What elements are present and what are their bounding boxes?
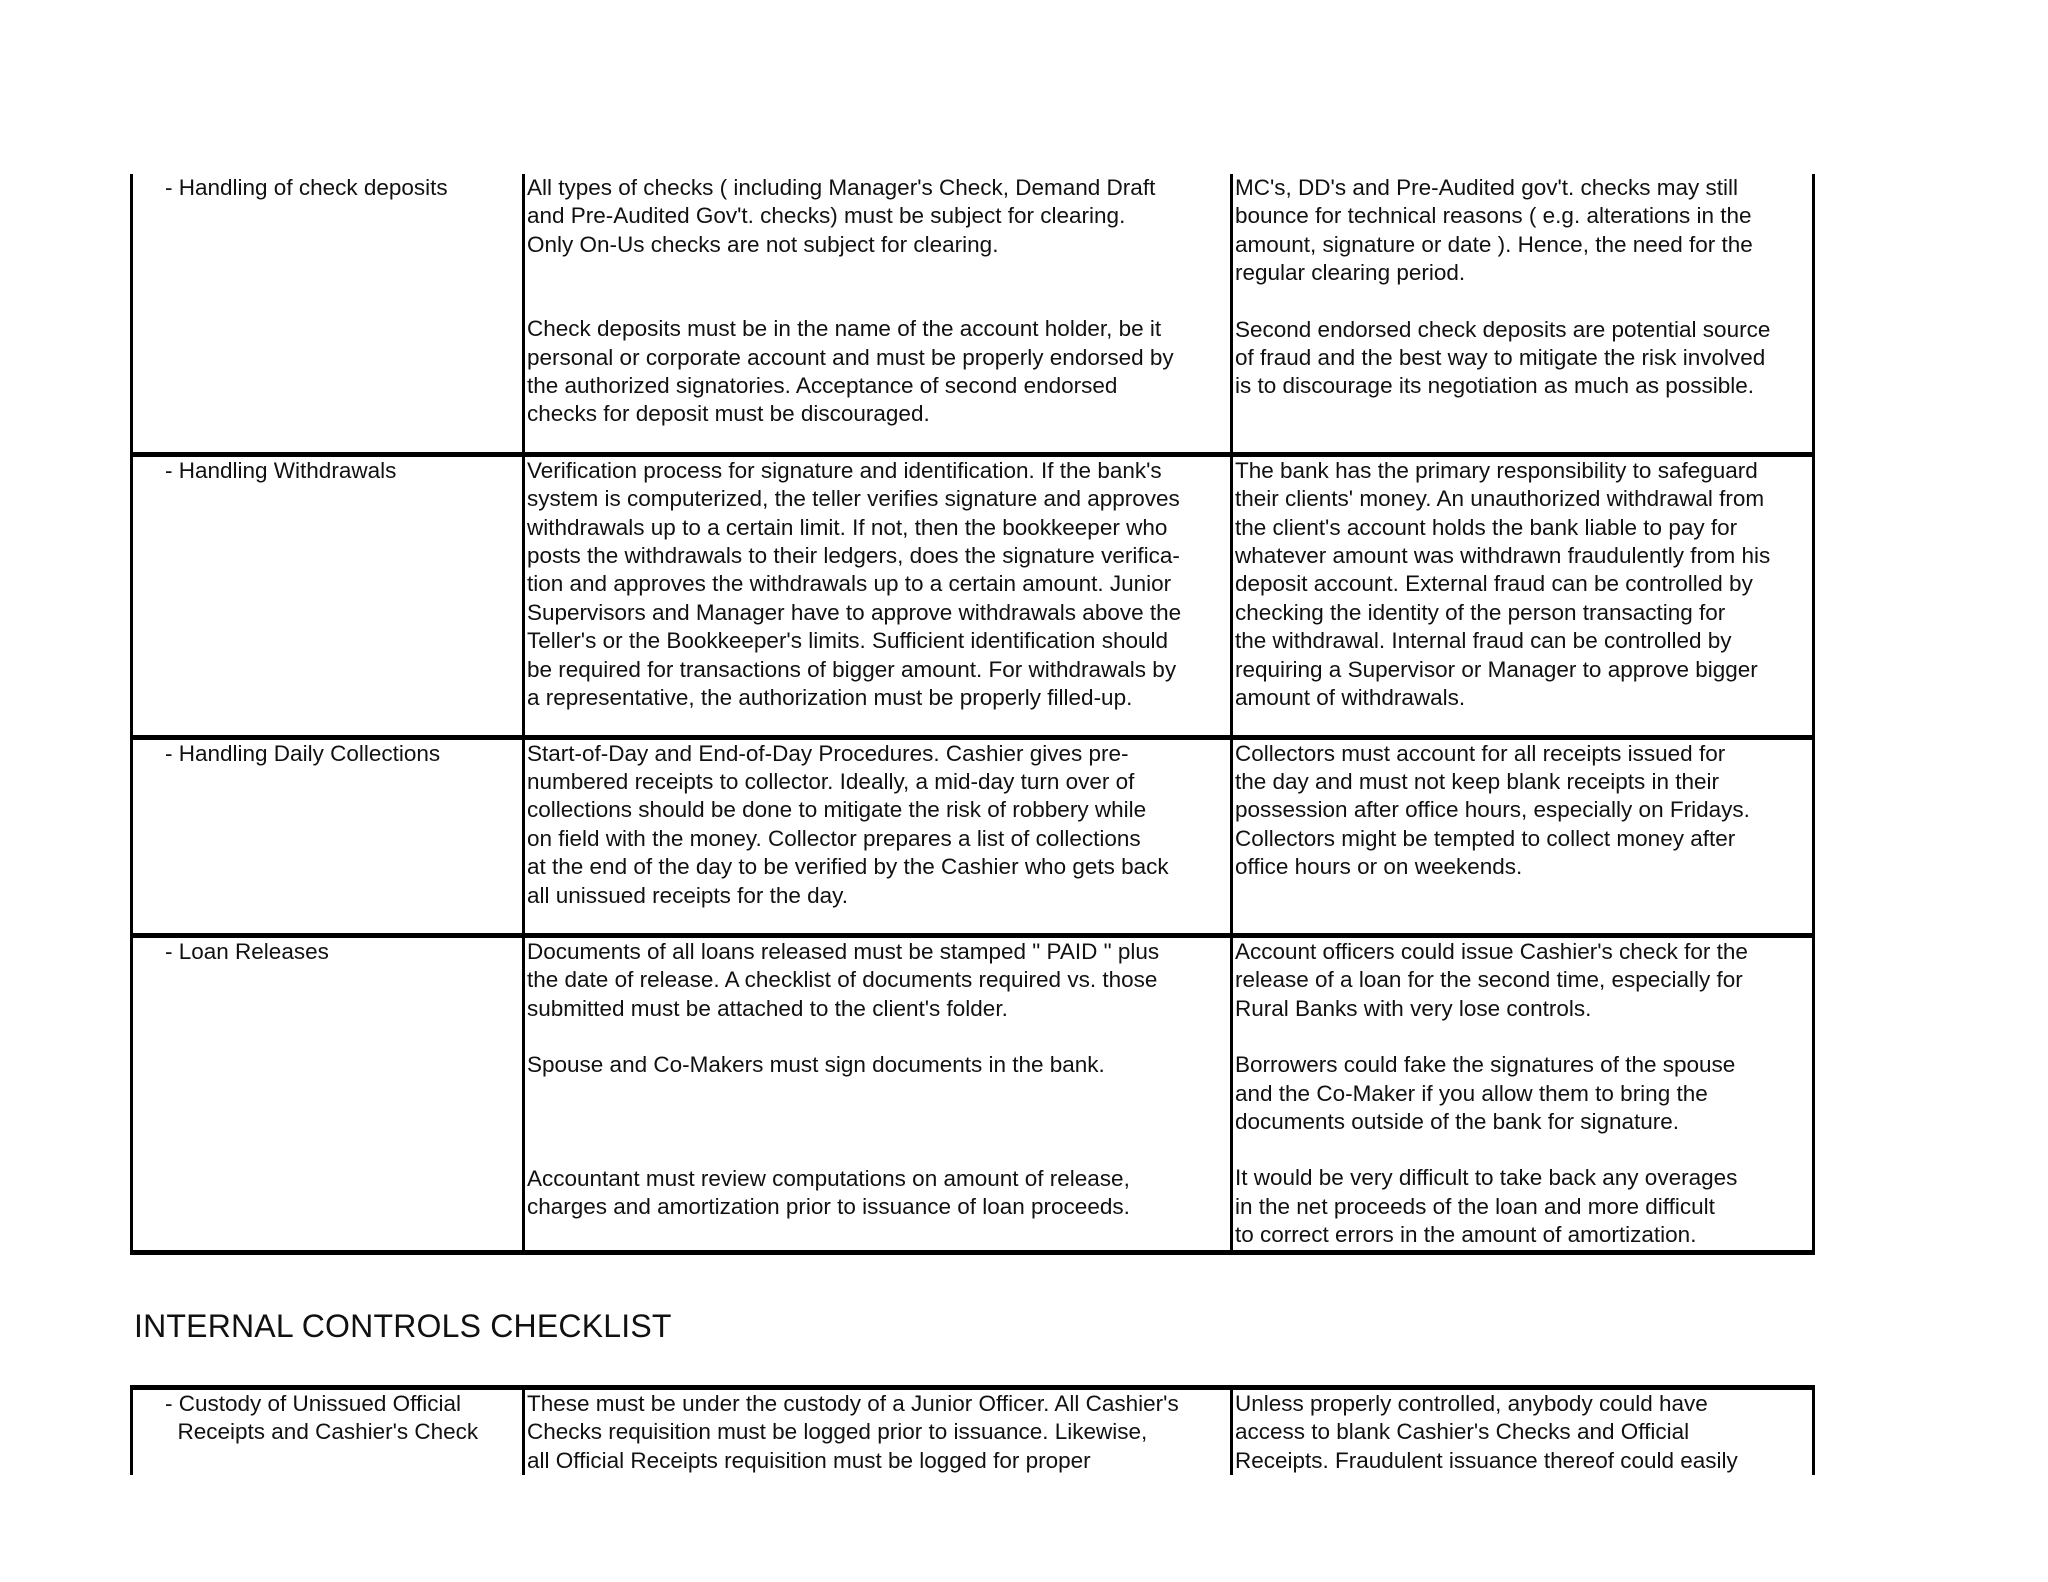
control-cell [524, 1388, 1232, 1476]
control-text: Check deposits must be in the name of the account holder, be it personal or corporate account and must be properly endorsed by the authorized signatories. Acceptance of second endorsed checks for deposit must be discouraged. [527, 316, 1174, 427]
table-row [132, 454, 1814, 737]
topic-text: - Handling Daily Collections [165, 740, 441, 766]
control-text: Start-of-Day and End-of-Day Procedures. Cashier gives pre- numbered receipts to collector. Ideally, a mid-day turn over of collections should be done to mitigate the risk of robbery while on field with the money. Collector prepares a list of collections at the end of the day to be verified by the Cashier who gets back all unissued receipts for the day. [527, 740, 1169, 908]
risk-cell [1232, 174, 1814, 454]
row-topic [132, 174, 524, 454]
topic-text: - Handling of check deposits [165, 175, 448, 200]
control-text: Spouse and Co-Makers must sign documents in the bank. [527, 1052, 1105, 1078]
risk-text: The bank has the primary responsibility to safeguard their clients' money. An unauthorized withdrawal from the client's account holds the bank liable to pay for whatever amount was withdrawn fraudulently from his deposit account. External fraud can be controlled by checking the identity of the person transacting for the withdrawal. Internal fraud can be controlled by requiring a Supervisor or Manager to approve bigger amount of withdrawals. [1235, 457, 1771, 711]
topic-text: - Handling Withdrawals [165, 457, 397, 483]
topic-text: - Custody of Unissued Official Receipts and Cashier's Check [165, 1391, 479, 1445]
control-cell [524, 737, 1232, 935]
risk-text: It would be very difficult to take back any overages in the net proceeds of the loan and more difficult to correct errors in the amount of amortization. [1235, 1165, 1738, 1248]
table-row [132, 174, 1814, 454]
risk-cell [1232, 737, 1814, 935]
table-row [132, 1388, 1814, 1476]
section-heading: INTERNAL CONTROLS CHECKLIST [134, 1308, 672, 1344]
row-topic [132, 935, 524, 1252]
control-cell [524, 935, 1232, 1252]
risk-text: Collectors must account for all receipts issued for the day and must not keep blank receipts in their possession after office hours, especially on Fridays. Collectors might be tempted to collect money after office hours or on weekends. [1235, 740, 1750, 880]
control-text: Documents of all loans released must be stamped " PAID " plus the date of release. A checklist of documents required vs. those submitted must be attached to the client's folder. [527, 938, 1160, 1021]
control-text: Verification process for signature and identification. If the bank's system is computerized, the teller verifies signature and approves withdrawals up to a certain limit. If not, then the bookkeeper who posts the withdrawals to their ledgers, does the signature verifica- tion and approves the withdrawals up to a certain amount. Junior Supervisors and Manager have to approve withdrawals above the Teller's or the Bookkeeper's limits. Sufficient identification should be required for transactions of bigger amount. For withdrawals by a representative, the authorization must be properly filled-up. [527, 457, 1182, 711]
risk-cell [1232, 454, 1814, 737]
control-cell [524, 174, 1232, 454]
control-text: These must be under the custody of a Junior Officer. All Cashier's Checks requisition must be logged prior to issuance. Likewise, all Official Receipts requisition must be logged for proper [527, 1391, 1179, 1473]
row-topic [132, 737, 524, 935]
risk-text: Account officers could issue Cashier's check for the release of a loan for the second time, especially for Rural Banks with very lose controls. [1235, 938, 1748, 1021]
row-topic [132, 1388, 524, 1476]
topic-text: - Loan Releases [165, 938, 329, 964]
risk-text: Unless properly controlled, anybody could have access to blank Cashier's Checks and Official Receipts. Fraudulent issuance thereof could easily [1235, 1391, 1738, 1473]
table-row [132, 935, 1814, 1252]
control-text: All types of checks ( including Manager's Check, Demand Draft and Pre-Audited Gov't. checks) must be subject for clearing. Only On-Us checks are not subject for clearing. [527, 175, 1156, 257]
row-topic [132, 454, 524, 737]
controls-table [130, 174, 1815, 1255]
risk-cell [1232, 935, 1814, 1252]
control-cell [524, 454, 1232, 737]
risk-text: Second endorsed check deposits are potential source of fraud and the best way to mitigate the risk involved is to discourage its negotiation as much as possible. [1235, 316, 1771, 399]
checklist-table [130, 1385, 1815, 1475]
risk-cell [1232, 1388, 1814, 1476]
table-row [132, 737, 1814, 935]
risk-text: Borrowers could fake the signatures of the spouse and the Co-Maker if you allow them to bring the documents outside of the bank for signature. [1235, 1052, 1736, 1134]
control-text: Accountant must review computations on amount of release, charges and amortization prior to issuance of loan proceeds. [527, 1165, 1130, 1219]
risk-text: MC's, DD's and Pre-Audited gov't. checks may still bounce for technical reasons ( e.g. alterations in the amount, signature or date ). Hence, the need for the regular clearing period. [1235, 175, 1753, 286]
